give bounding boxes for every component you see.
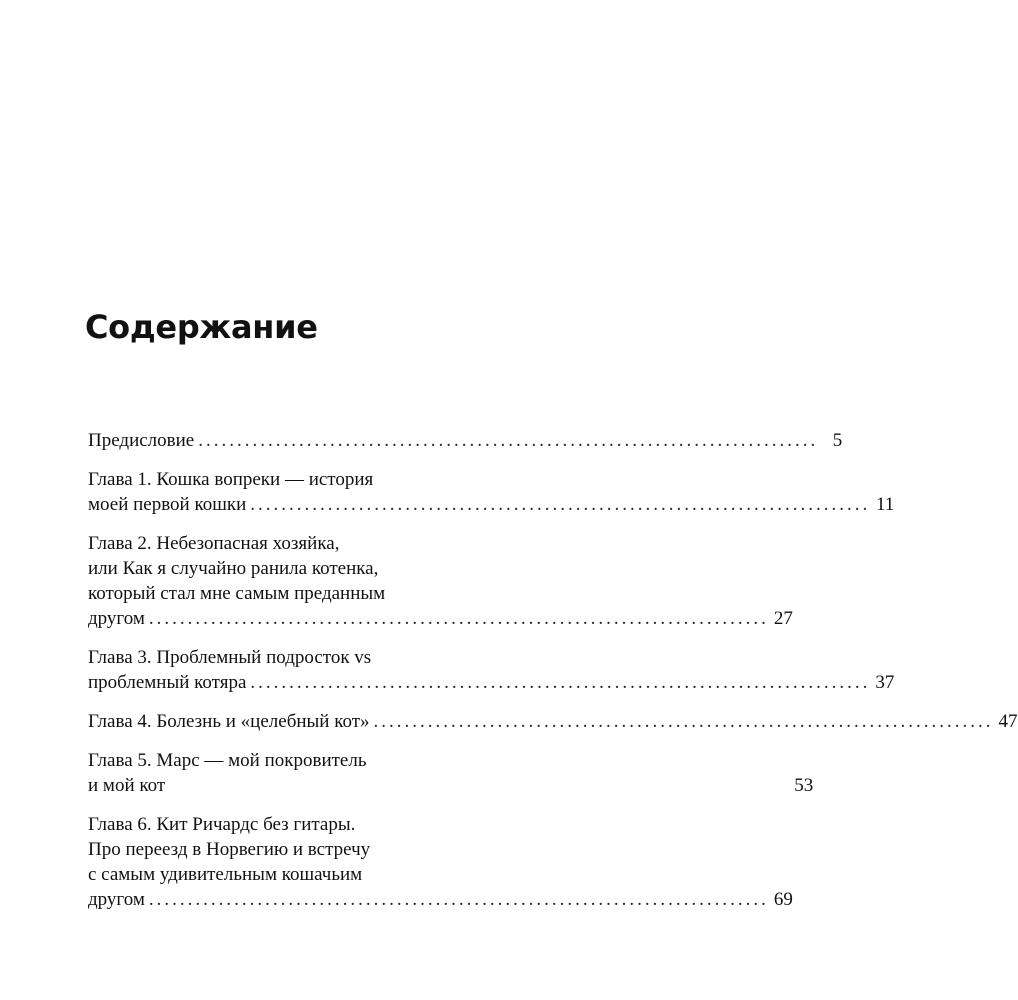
toc-entry-chapter-2 xyxy=(88,531,793,631)
toc-page-number: 47 xyxy=(998,711,1018,732)
toc-entry-title-line: Предисловие xyxy=(88,430,195,451)
toc-entry-chapter-4 xyxy=(88,709,1018,734)
toc-page-number: 27 xyxy=(773,608,793,629)
toc-entry-chapter-3 xyxy=(88,645,895,695)
dot-leader: ................................................................................ xyxy=(198,430,819,451)
toc-page-number: 69 xyxy=(773,889,793,910)
toc-page-number: 53 xyxy=(794,775,814,796)
toc-entry-title-line: другом xyxy=(88,608,145,629)
toc-entry-title-line: Глава 6. Кит Ричардс без гитары. xyxy=(88,814,356,835)
dot-leader: ................................................................................ xyxy=(250,672,871,693)
toc-entry-title-line: проблемный котяра xyxy=(88,672,247,693)
table-of-contents xyxy=(88,428,1018,926)
toc-page-number: 37 xyxy=(875,672,895,693)
toc-page-number: 11 xyxy=(875,494,895,515)
toc-entry-title-line: другом xyxy=(88,889,145,910)
toc-entry-title-line: или Как я случайно ранила котенка, xyxy=(88,558,379,579)
toc-entry-preface xyxy=(88,428,843,453)
dot-leader: ................................................................................ xyxy=(250,494,871,515)
toc-entry-title-line: Глава 5. Марс — мой покровитель xyxy=(88,750,367,771)
toc-entry-title-line: Глава 4. Болезнь и «целебный кот» xyxy=(88,711,370,732)
toc-entry-title-line: моей первой кошки xyxy=(88,494,247,515)
toc-entry-title-line: с самым удивительным кошачьим xyxy=(88,864,363,885)
page-title: Содержание xyxy=(85,308,318,346)
toc-entry-title-line: который стал мне самым преданным xyxy=(88,583,386,604)
toc-entry-chapter-5 xyxy=(88,748,814,798)
toc-entry-title-line: Про переезд в Норвегию и встречу xyxy=(88,839,371,860)
dot-leader: ................................................................................ xyxy=(373,711,994,732)
toc-page-number: 5 xyxy=(832,430,843,451)
toc-entry-title-line: Глава 1. Кошка вопреки — история xyxy=(88,469,374,490)
dot-leader: ................................................................................ xyxy=(148,608,769,629)
toc-entry-title-line: Глава 3. Проблемный подросток vs xyxy=(88,647,372,668)
toc-entry-title-line: Глава 2. Небезопасная хозяйка, xyxy=(88,533,340,554)
toc-entry-title-line: и мой кот xyxy=(88,775,166,796)
dot-leader: ................................................................................ xyxy=(148,889,769,910)
toc-entry-chapter-6 xyxy=(88,812,793,912)
toc-entry-chapter-1 xyxy=(88,467,895,517)
